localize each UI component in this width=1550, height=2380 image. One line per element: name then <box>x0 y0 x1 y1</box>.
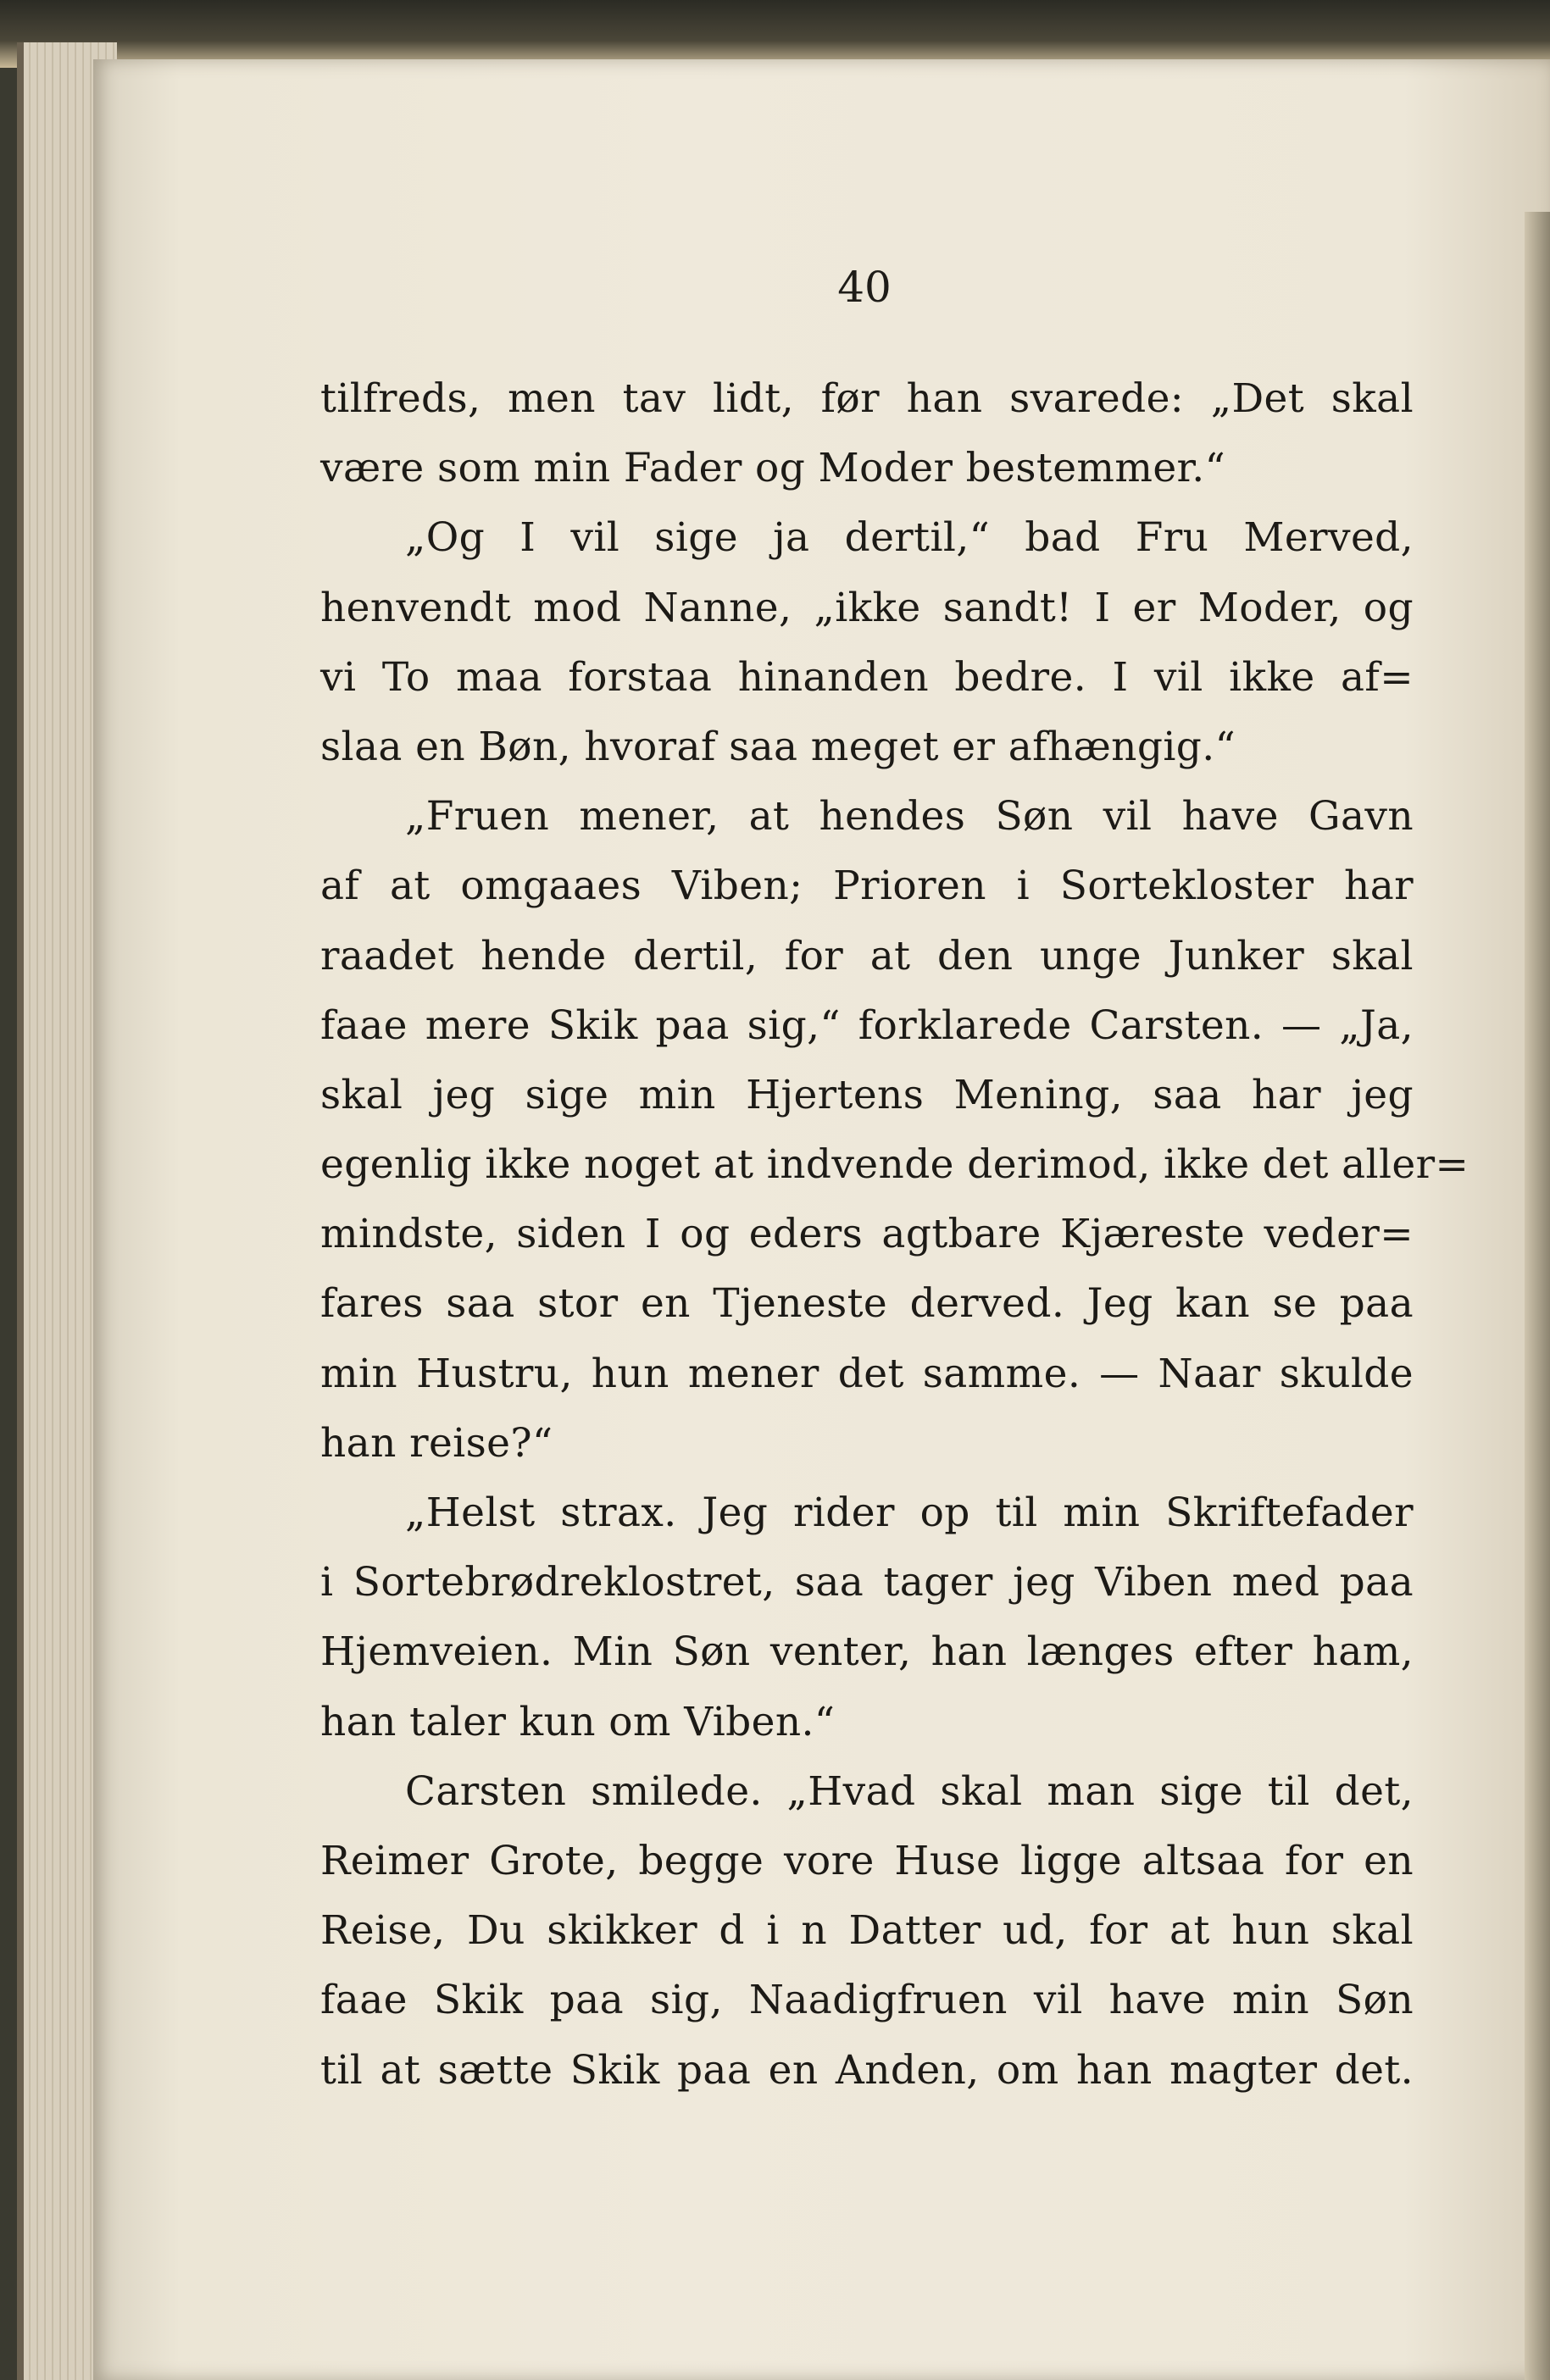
text-line: han taler kun om Viben.“ <box>320 1698 836 1745</box>
book-cover-edge <box>0 0 1550 68</box>
text-line: min Hustru, hun mener det samme. — Naar skulde <box>320 1350 1414 1397</box>
text-line: Reimer Grote, begge vore Huse ligge altsaa for en <box>320 1837 1414 1884</box>
text-line: af at omgaaes Viben; Prioren i Sortekloster har <box>320 863 1414 910</box>
text-line: til at sætte Skik paa en Anden, om han magter det. <box>320 2046 1414 2094</box>
text-line: være som min Fader og Moder bestemmer.“ <box>320 445 1226 492</box>
page-right-edge <box>1525 212 1550 2380</box>
page-number: 40 <box>837 263 892 312</box>
text-line: faae Skik paa sig, Naadigfruen vil have min Søn <box>320 1977 1414 2024</box>
text-line: „Og I vil sige ja dertil,“ bad Fru Merved, <box>405 514 1414 562</box>
body-text <box>320 364 1469 2105</box>
text-line: skal jeg sige min Hjertens Mening, saa har jeg <box>320 1071 1414 1118</box>
text-line: mindste, siden I og eders agtbare Kjæreste veder= <box>320 1211 1414 1258</box>
text-line: fares saa stor en Tjeneste derved. Jeg kan se paa <box>320 1280 1414 1328</box>
text-line: egenlig ikke noget at indvende derimod, ikke det aller= <box>320 1141 1469 1189</box>
text-line: vi To maa forstaa hinanden bedre. I vil ikke af= <box>320 653 1414 701</box>
text-line: „Fruen mener, at hendes Søn vil have Gavn <box>405 793 1414 840</box>
text-line: i Sortebrødreklostret, saa tager jeg Viben med paa <box>320 1559 1414 1606</box>
text-line: tilfreds, men tav lidt, før han svarede: „Det skal <box>320 375 1414 422</box>
text-line: Carsten smilede. „Hvad skal man sige til det, <box>405 1767 1414 1815</box>
text-line: raadet hende dertil, for at den unge Junker skal <box>320 932 1414 979</box>
text-line: Reise, Du skikker d i n Datter ud, for at hun skal <box>320 1907 1414 1955</box>
text-line: „Helst strax. Jeg rider op til min Skriftefader <box>405 1490 1414 1536</box>
text-line: Hjemveien. Min Søn venter, han længes efter ham, <box>320 1628 1414 1676</box>
text-line: henvendt mod Nanne, „ikke sandt! I er Moder, og <box>320 584 1414 631</box>
text-line: faae mere Skik paa sig,“ forklarede Carsten. — „Ja, <box>320 1001 1414 1049</box>
text-line: slaa en Bøn, hvoraf saa meget er afhængig.“ <box>320 723 1236 770</box>
text-line: han reise?“ <box>320 1419 553 1467</box>
